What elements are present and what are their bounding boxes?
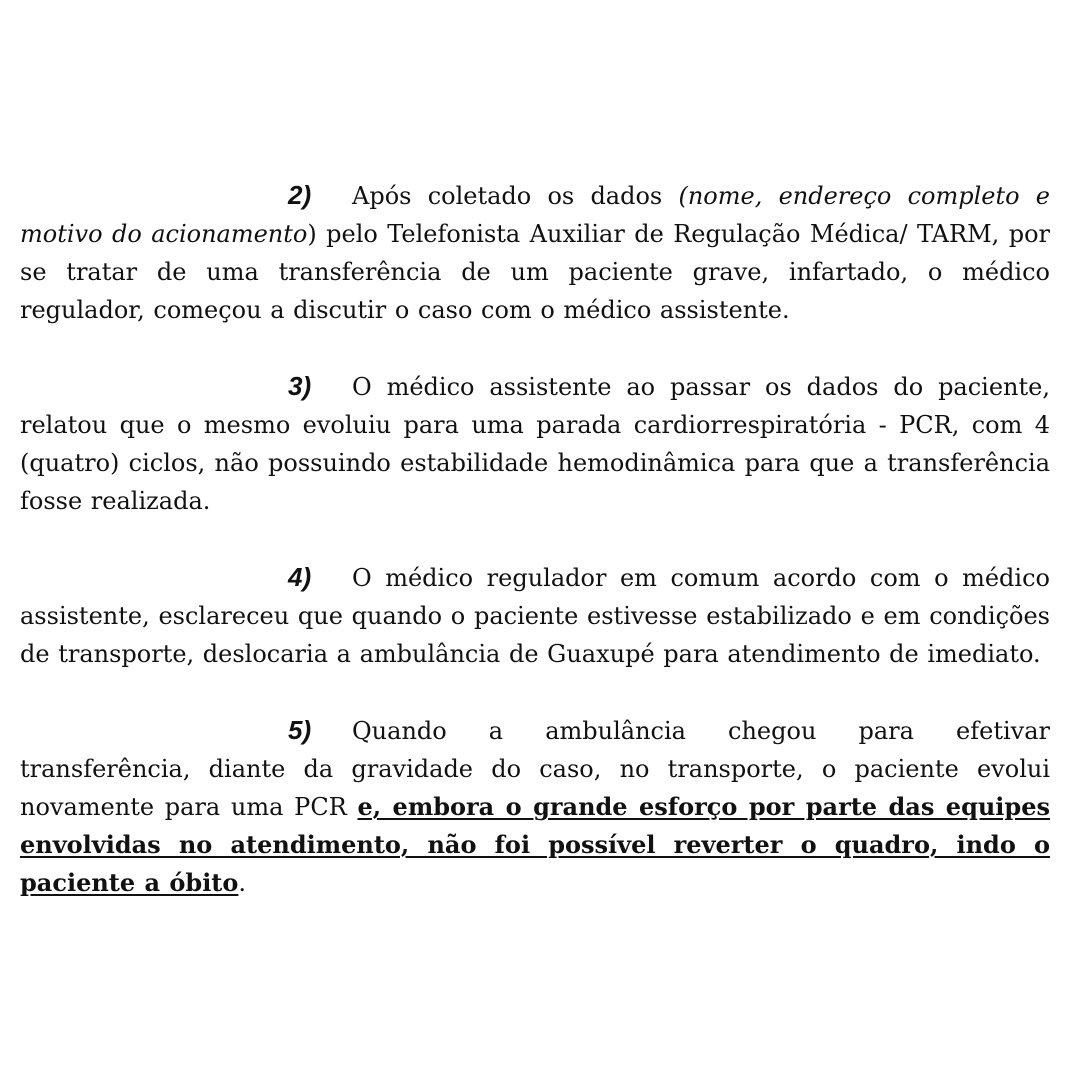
paragraph-3	[20, 367, 1050, 520]
paragraph-text: Após coletado os dados	[352, 182, 679, 210]
bold-underlined-text: e, embora o grande esforço por parte das equipes envolvidas no atendimento, não foi possível reverter o quadro, indo o paciente a óbito	[20, 792, 1050, 897]
paragraph-text: .	[238, 869, 247, 897]
paragraph-text: O médico assistente ao passar os dados do paciente, relatou que o mesmo evoluiu para uma parada cardiorrespiratória - PCR, com 4 (quatro) ciclos, não possuindo estabilidade hemodinâmica para que a transferência fosse realizada.	[20, 373, 1050, 515]
paragraph-4	[20, 558, 1050, 673]
paragraph-number: 5)	[288, 715, 312, 745]
italic-text: (nome, endereço completo e motivo do acionamento	[20, 182, 1051, 248]
paragraph-number: 4)	[288, 562, 312, 592]
document-page	[20, 176, 1050, 940]
paragraph-2	[20, 176, 1050, 329]
paragraph-number: 2)	[288, 180, 312, 210]
paragraph-5	[20, 711, 1050, 902]
paragraph-number: 3)	[288, 371, 312, 401]
paragraph-text: Quando a ambulância chegou para efetivar transferência, diante da gravidade do caso, no transporte, o paciente evolui novamente para uma PCR	[20, 717, 1050, 821]
paragraph-text: ) pelo Telefonista Auxiliar de Regulação Médica/ TARM, por se tratar de uma transferência de um paciente grave, infartado, o médico regulador, começou a discutir o caso com o médico assistente.	[20, 220, 1050, 324]
paragraph-text: O médico regulador em comum acordo com o médico assistente, esclareceu que quando o paciente estivesse estabilizado e em condições de transporte, deslocaria a ambulância de Guaxupé para atendimento de imediato.	[20, 564, 1050, 668]
